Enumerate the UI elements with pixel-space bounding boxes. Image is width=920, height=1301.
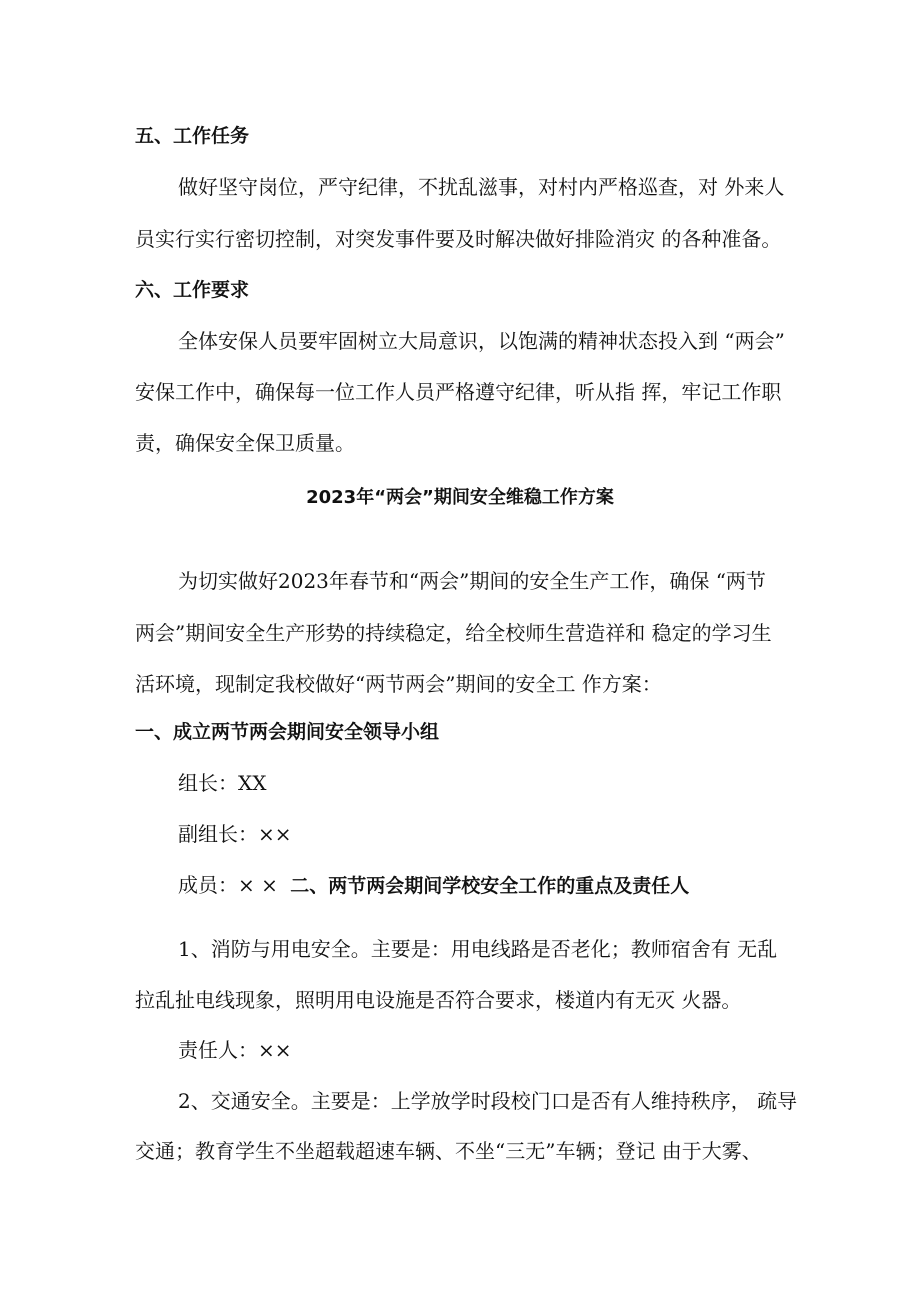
section5-heading: 五、工作任务: [135, 125, 250, 147]
section6-heading: 六、工作要求: [135, 279, 250, 301]
item2-line: 交通；教育学生不坐超载超速车辆、不坐“三无”车辆；登记 由于大雾、: [135, 1139, 762, 1163]
group-members: 成员：× ×: [178, 873, 278, 897]
intro-line: 活环境，现制定我校做好“两节两会”期间的安全工 作方案：: [135, 672, 662, 696]
group-members-row: [178, 871, 689, 900]
section6-para-line: 全体安保人员要牢固树立大局意识，以饱满的精神状态投入到 “两会”: [178, 329, 785, 353]
section5-para-line: 员实行实行密切控制，对突发事件要及时解决做好排险消灾 的各种准备。: [135, 227, 782, 251]
item2-line: 2、交通安全。主要是：上学放学时段校门口是否有人维持秩序， 疏导: [178, 1089, 798, 1113]
section6-para-line: 责，确保安全保卫质量。: [135, 431, 355, 455]
section2-heading: 二、两节两会期间学校安全工作的重点及责任人: [290, 875, 690, 897]
item1-line: 拉乱扯电线现象，照明用电设施是否符合要求，楼道内有无灭 火器。: [135, 988, 742, 1012]
intro-line: 两会”期间安全生产形势的持续稳定，给全校师生营造祥和 稳定的学习生: [135, 621, 772, 645]
section5-para-line: 做好坚守岗位，严守纪律，不扰乱滋事，对村内严格巡查，对 外来人: [178, 175, 785, 199]
group-leader: 组长：XX: [178, 771, 267, 795]
group-heading: 一、成立两节两会期间安全领导小组: [135, 721, 440, 743]
item1-responsible: 责任人：××: [178, 1038, 292, 1062]
group-deputy: 副组长：××: [178, 822, 292, 846]
intro-line: 为切实做好2023年春节和“两会”期间的安全生产工作，确保 “两节: [178, 569, 766, 593]
item1-line: 1、消防与用电安全。主要是：用电线路是否老化；教师宿舍有 无乱: [178, 937, 778, 961]
document-title: 2023年“两会”期间安全维稳工作方案: [306, 487, 614, 508]
section6-para-line: 安保工作中，确保每一位工作人员严格遵守纪律，听从指 挥，牢记工作职: [135, 380, 782, 404]
